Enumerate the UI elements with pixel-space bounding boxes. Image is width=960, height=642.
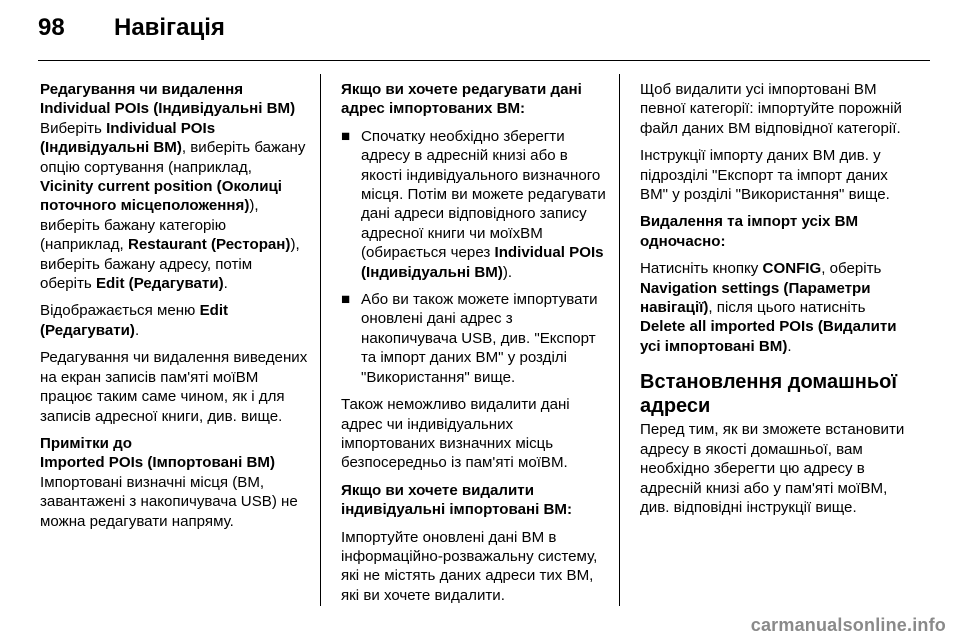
column-2 <box>341 80 606 613</box>
column-3 <box>640 80 908 525</box>
heading-edit-delete: Редагування чи видалення Individual POIs (Індивідуальні ВМ) <box>40 81 296 118</box>
page-title: Навігація <box>114 14 225 41</box>
paragraph-import-updated: Імпортуйте оновлені дані ВМ в інформаційно-розважальну систему, які не містять даних адреси тих ВМ, які ви хочете видалити. <box>341 528 598 604</box>
paragraph-config-steps: Натисніть кнопку CONFIG, оберіть Navigation settings (Параметри навігації), після цього натисніть Delete all imported POIs (Видалити усі імпортовані ВМ). <box>640 260 897 355</box>
paragraph-edit-menu: Відображається меню Edit (Редагувати). <box>40 302 229 339</box>
list-item: ■ Або ви також можете імпортувати оновлені дані адрес з накопичувача USB, див. "Експорт та імпорт даних ВМ" у розділі "Використання" вище. <box>341 291 598 386</box>
column-1 <box>40 80 308 539</box>
page-number: 98 <box>38 14 65 41</box>
section-title-home-address: Встановлення домашньої адреси <box>640 371 897 418</box>
bullet-icon: ■ <box>341 127 351 145</box>
heading-notes-imported: Примітки до Imported POIs (Імпортовані ВМ) <box>40 434 275 472</box>
paragraph-select-poi: Виберіть Individual POIs (Індивідуальні ВМ), виберіть бажану опцію сортування (наприклад, Vicinity current position (Околиці поточного місцеположення)), виберіть бажану категорію (наприклад, Restaurant (Ресторан)), виберіть бажану адресу, потім оберіть Edit (Редагувати). <box>40 119 306 293</box>
paragraph-delete-category: Щоб видалити усі імпортовані ВМ певної категорії: імпортуйте порожній файл даних ВМ відповідної категорії. <box>640 81 902 137</box>
paragraph-imported-note: Імпортовані визначні місця (ВМ, завантажені з накопичувача USB) не можна редагувати напряму. <box>40 473 298 530</box>
header-rule <box>38 60 930 61</box>
watermark: carmanualsonline.info <box>750 615 946 635</box>
heading-edit-imported: Якщо ви хочете редагувати дані адрес імпортованих ВМ: <box>341 81 582 118</box>
list-item: ■ Спочатку необхідно зберегти адресу в адресній книзі або в якості індивідуального визначного місця. Потім ви можете редагувати дані адреси відповідного запису адресної книги чи моїхВМ (обирається через Individual POIs (Індивідуальні ВМ)). <box>341 127 606 281</box>
paragraph-edit-records: Редагування чи видалення виведених на екран записів пам'яті моїВМ працює таким саме чином, як і для записів адресної книги, див. вище. <box>40 349 308 425</box>
paragraph-import-instructions: Інструкції імпорту даних ВМ див. у підрозділі "Експорт та імпорт даних ВМ" у розділі "Використання" вище. <box>640 147 890 204</box>
paragraph-cannot-delete: Також неможливо видалити дані адрес чи індивідуальних імпортованих визначних місць безпосередньо із пам'яті моїВМ. <box>341 396 570 472</box>
column-divider-1 <box>320 74 321 606</box>
bullet-icon: ■ <box>341 291 351 309</box>
column-divider-2 <box>619 74 620 606</box>
heading-delete-imported: Якщо ви хочете видалити індивідуальні імпортовані ВМ: <box>341 481 572 519</box>
heading-delete-import-all: Видалення та імпорт усіх ВМ одночасно: <box>640 213 859 250</box>
page-header <box>38 14 225 50</box>
paragraph-home-address: Перед тим, як ви зможете встановити адресу в якості домашньої, вам необхідно зберегти цю адресу в адресній книзі або у пам'яті моїВМ, див. відповідні інструкції вище. <box>640 421 905 516</box>
